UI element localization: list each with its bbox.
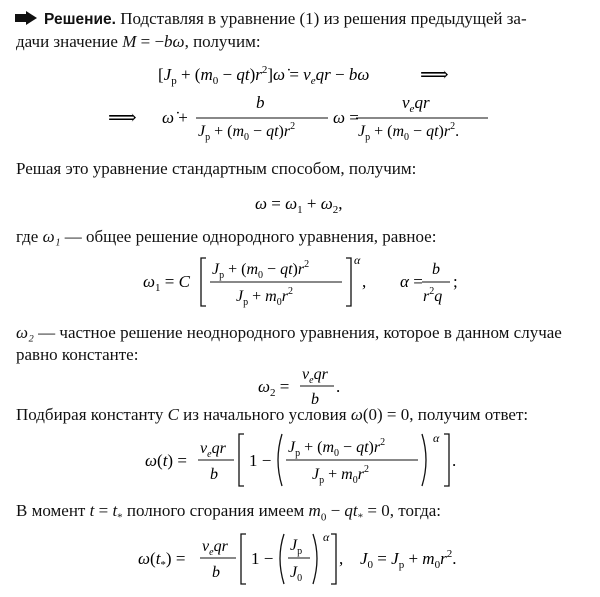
svg-text:b: b xyxy=(210,466,218,483)
text-general-solution xyxy=(16,226,436,248)
text-moment: В момент $t = t_*$ полного сгорания имеем $m_0 - qt_* = 0$, тогда: xyxy=(16,501,441,524)
general-prefix: где xyxy=(16,227,39,246)
intro-text-line1: Подставляя в уравнение (1) из решения предыдущей за- xyxy=(120,9,527,28)
text-standard-method: Решая это уравнение стандартным способом, получим: xyxy=(16,159,417,178)
svg-text:ω(t*) =: $\omega(t_*)$ = xyxy=(138,549,186,571)
svg-text:Jр + m0r2: $J_р + m_0r^2$ xyxy=(236,286,293,308)
svg-text:.: . xyxy=(336,377,341,396)
equation-3 xyxy=(0,190,600,223)
svg-text:ω2 =: $\omega_2$ = xyxy=(258,377,290,399)
moment-suffix: , тогда: xyxy=(389,501,441,520)
svg-text:ω̇ +: ω̇ + xyxy=(162,108,188,127)
svg-text:Jр + m0r2: $J_р + m_0r^2$ xyxy=(312,464,369,486)
equation-2 xyxy=(0,92,600,149)
equation-6 xyxy=(0,428,600,497)
equation-4 xyxy=(0,252,600,317)
svg-text:b: b xyxy=(212,564,220,581)
omega1-symbol: ω₁ xyxy=(42,227,61,246)
svg-text:Jр + (m0 − qt)r2: $J_р + (m_0 - qt)r^2$ xyxy=(288,437,386,459)
svg-text:b: b xyxy=(311,391,319,408)
svg-text:J0: $J_0$ xyxy=(290,564,303,584)
svg-text:α: α xyxy=(323,530,330,544)
solution-intro-line2: дачи значение M = −bω, получим: xyxy=(16,32,261,51)
svg-text:Jр + (m0 − qt)r2: $J_р + (m_0 - qt)r^2$ xyxy=(212,259,310,281)
svg-text:Jр + (m0 − qt)r2: $J_р + (m_0 - qt)r^2$ xyxy=(198,121,296,143)
text-particular-line1 xyxy=(16,322,562,344)
svg-text:veqr: $v_eqr$ xyxy=(200,440,226,460)
svg-text:⟹: ⟹ xyxy=(108,107,137,129)
solution-heading: Решение. xyxy=(44,11,116,28)
text-particular-line2: равно константе: xyxy=(16,345,139,364)
svg-text:veqr: $v_eqr$ xyxy=(202,538,228,558)
svg-text:ω1 = C: $\omega_1 = C$ xyxy=(143,272,190,294)
svg-text:1 −: 1 − xyxy=(249,451,272,470)
intro-text-line2-suffix: , получим: xyxy=(184,32,261,51)
svg-text:ω =: ω = xyxy=(333,108,359,127)
svg-text:ω = ω1 + ω2,: $\omega = \omega_1 + \omega_2$, xyxy=(255,194,343,216)
equation-1 xyxy=(0,60,600,95)
constant-symbol: C xyxy=(167,405,179,424)
svg-text:veqr: $v_eqr$ xyxy=(302,366,328,386)
svg-text:Jр: $J_р$ xyxy=(290,537,303,557)
svg-text:ω(t) =: ω(t) = xyxy=(145,451,187,470)
intro-text-line2: дачи значение xyxy=(16,32,118,51)
equation-7 xyxy=(0,528,600,595)
text-choose-constant: Подбирая константу C из начального условия ω(0) = 0, получим ответ: xyxy=(16,405,529,424)
constant-middle: из начального условия xyxy=(183,405,347,424)
svg-text:b: b xyxy=(432,261,440,278)
arrow-marker-icon xyxy=(14,8,44,30)
constant-prefix: Подбирая константу xyxy=(16,405,164,424)
svg-text:α =: α = xyxy=(400,272,423,291)
svg-text:;: ; xyxy=(453,272,458,291)
moment-prefix: В момент xyxy=(16,501,86,520)
svg-text:veqr: $v_eqr$ xyxy=(402,93,430,115)
svg-text:1 −: 1 − xyxy=(251,549,274,568)
svg-text:[Jр + (m0 − qt)r2]ω̇ = veqr −: [$J_р + (m_0$ − $qt)r^2]\omegȧ = v_eqr - b\omega$ xyxy=(158,64,370,87)
omega2-symbol: ω₂ xyxy=(16,323,34,342)
svg-text:J0 = Jр + m0r2.: $J_0 = J_р + m_0r^2$. xyxy=(360,548,457,571)
moment-middle: полного сгорания имеем xyxy=(126,501,305,520)
particular-text-line1: — частное решение неоднородного уравнения, которое в данном случае xyxy=(38,323,562,342)
svg-text:α: α xyxy=(433,431,440,445)
svg-text:.: . xyxy=(452,451,457,470)
constant-suffix: , получим ответ: xyxy=(409,405,529,424)
svg-text:⟹: ⟹ xyxy=(420,64,449,86)
solution-intro-line1 xyxy=(14,8,527,31)
svg-text:,: , xyxy=(339,549,344,568)
svg-text:Jр + (m0 − qt)r2.: $J_р + (m_0 - qt)r^2$. xyxy=(358,121,460,143)
svg-text:r2q: $r^2q$ xyxy=(423,286,443,305)
svg-text:b: b xyxy=(256,93,265,112)
svg-text:α: α xyxy=(354,253,361,267)
general-suffix: — общее решение однородного уравнения, равное: xyxy=(64,227,437,246)
svg-text:,: , xyxy=(362,272,367,291)
